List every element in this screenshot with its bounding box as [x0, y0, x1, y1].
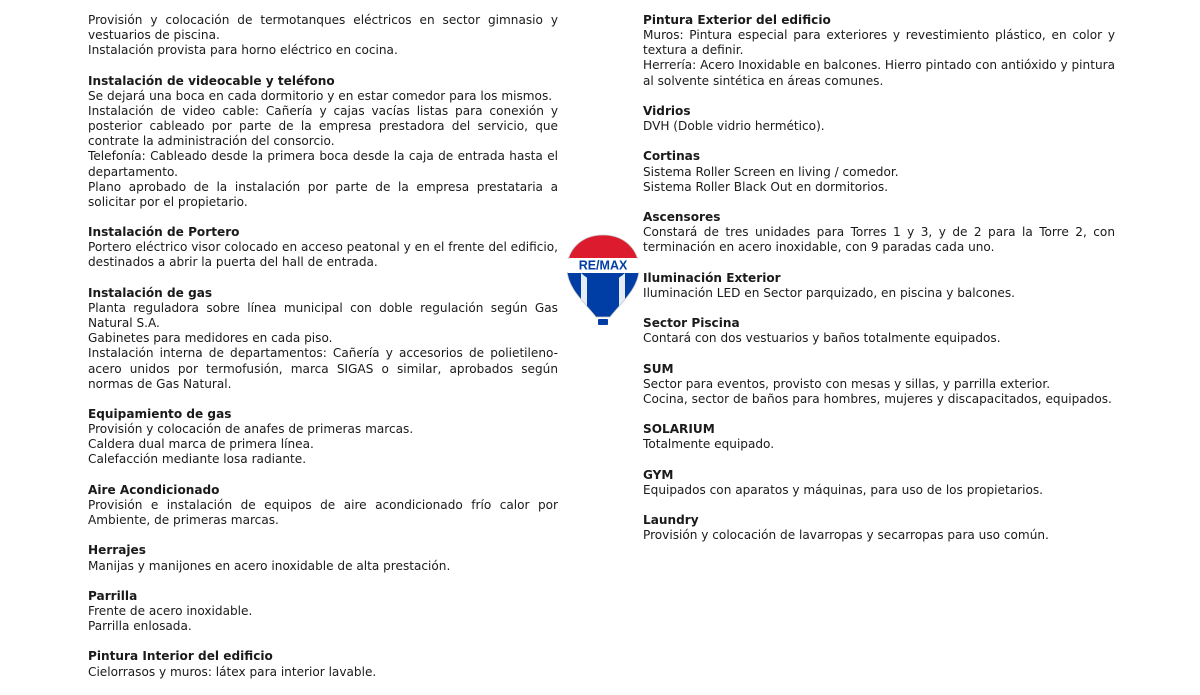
section-heading: Ascensores	[643, 209, 721, 224]
section-line: Manijas y manijones en acero inoxidable de alta prestación.	[88, 558, 451, 573]
section-heading: Laundry	[643, 513, 699, 528]
section-line: Contará con dos vestuarios y baños totalmente equipados.	[643, 331, 1001, 346]
section-line: Instalación interna de departamentos: Cañería y accesorios de polietileno-acero unidos por termofusión, marca SIGAS o similar, aprobados según normas de Gas Natural.	[88, 346, 558, 391]
spec-section	[643, 362, 1115, 407]
section-heading: SUM	[643, 361, 674, 376]
spec-section	[643, 271, 1115, 301]
section-heading: Instalación de Portero	[88, 225, 240, 240]
section-line: Calefacción mediante losa radiante.	[88, 452, 307, 467]
remax-balloon-icon	[563, 233, 643, 329]
section-line: Gabinetes para medidores en cada piso.	[88, 331, 333, 346]
logo-basket	[598, 319, 608, 325]
section-line: Se dejará una boca en cada dormitorio y en estar comedor para los mismos.	[88, 88, 553, 103]
section-line: Caldera dual marca de primera línea.	[88, 437, 314, 452]
section-heading: Parrilla	[88, 588, 138, 603]
section-heading: Instalación de gas	[88, 285, 213, 300]
section-line: Telefonía: Cableado desde la primera boca desde la caja de entrada hasta el departamento.	[88, 149, 558, 179]
section-line: Equipados con aparatos y máquinas, para uso de los propietarios.	[643, 482, 1044, 497]
spec-section	[643, 513, 1115, 543]
section-heading: Sector Piscina	[643, 316, 740, 331]
section-line: Planta reguladora sobre línea municipal con doble regulación según Gas Natural S.A.	[88, 300, 558, 331]
section-line: Instalación de video cable: Cañería y cajas vacías listas para conexión y posterior cableado por parte de la empresa prestadora del servicio, que contrate la administración del consorcio.	[88, 103, 558, 149]
spec-section	[643, 104, 1115, 134]
section-heading: Cortinas	[643, 149, 701, 164]
section-line: Portero eléctrico visor colocado en acceso peatonal y en el frente del edificio, destinados a abrir la puerta del hall de entrada.	[88, 240, 558, 270]
spec-section	[88, 589, 558, 634]
spec-section	[643, 422, 1115, 452]
section-line: Totalmente equipado.	[643, 437, 775, 452]
spec-section	[643, 210, 1115, 255]
section-line: Provisión y colocación de anafes de primeras marcas.	[88, 422, 414, 437]
spec-section	[643, 468, 1115, 498]
spec-section	[88, 483, 558, 528]
section-heading: Pintura Interior del edificio	[88, 649, 273, 664]
section-line: Sector para eventos, provisto con mesas y sillas, y parrilla exterior.	[643, 376, 1051, 391]
spec-section	[643, 13, 1115, 89]
spec-section	[88, 13, 558, 58]
spec-section	[643, 149, 1115, 194]
spec-section	[643, 316, 1115, 346]
section-line: Instalación provista para horno eléctrico en cocina.	[88, 43, 398, 58]
section-line: Cielorrasos y muros: látex para interior lavable.	[88, 664, 377, 679]
right-column	[643, 13, 1115, 558]
section-line: Provisión e instalación de equipos de aire acondicionado frío calor por Ambiente, de primeras marcas.	[88, 497, 558, 528]
spec-section	[88, 286, 558, 392]
logo-red-band	[563, 233, 643, 258]
section-line: Sistema Roller Screen en living / comedor.	[643, 164, 899, 179]
left-column	[88, 13, 558, 695]
section-line: Frente de acero inoxidable.	[88, 603, 253, 618]
spec-section	[88, 407, 558, 468]
spec-section	[88, 543, 558, 573]
section-line: Provisión y colocación de lavarropas y secarropas para uso común.	[643, 528, 1049, 543]
spec-section	[88, 74, 558, 210]
section-line: Constará de tres unidades para Torres 1 y 3, y de 2 para la Torre 2, con terminación en acero inoxidable, con 9 paradas cada uno.	[643, 225, 1115, 255]
section-line: Muros: Pintura especial para exteriores y revestimiento plástico, en color y textura a definir.	[643, 28, 1115, 58]
section-heading: Instalación de videocable y teléfono	[88, 73, 335, 88]
section-heading: Iluminación Exterior	[643, 270, 781, 285]
section-heading: Herrajes	[88, 543, 146, 558]
section-heading: Equipamiento de gas	[88, 407, 232, 421]
section-line: Provisión y colocación de termotanques eléctricos en sector gimnasio y vestuarios de piscina.	[88, 13, 558, 43]
section-line: Parrilla enlosada.	[88, 619, 192, 634]
section-heading: GYM	[643, 467, 674, 482]
section-line: Sistema Roller Black Out en dormitorios.	[643, 179, 889, 194]
section-heading: Aire Acondicionado	[88, 482, 220, 497]
spec-section	[88, 225, 558, 270]
section-line: Iluminación LED en Sector parquizado, en piscina y balcones.	[643, 285, 1015, 300]
section-line: DVH (Doble vidrio hermético).	[643, 119, 825, 134]
section-line: Plano aprobado de la instalación por parte de la empresa prestataria a solicitar por el propietario.	[88, 179, 558, 209]
section-line: Herrería: Acero Inoxidable en balcones. Hierro pintado con antióxido y pintura al solvente sintética en áreas comunes.	[643, 58, 1115, 88]
section-heading: SOLARIUM	[643, 422, 715, 437]
section-heading: Vidrios	[643, 103, 691, 118]
logo-text: RE/MAX	[578, 258, 628, 273]
section-line: Cocina, sector de baños para hombres, mujeres y discapacitados, equipados.	[643, 391, 1112, 406]
section-heading: Pintura Exterior del edificio	[643, 13, 831, 27]
spec-section	[88, 649, 558, 679]
